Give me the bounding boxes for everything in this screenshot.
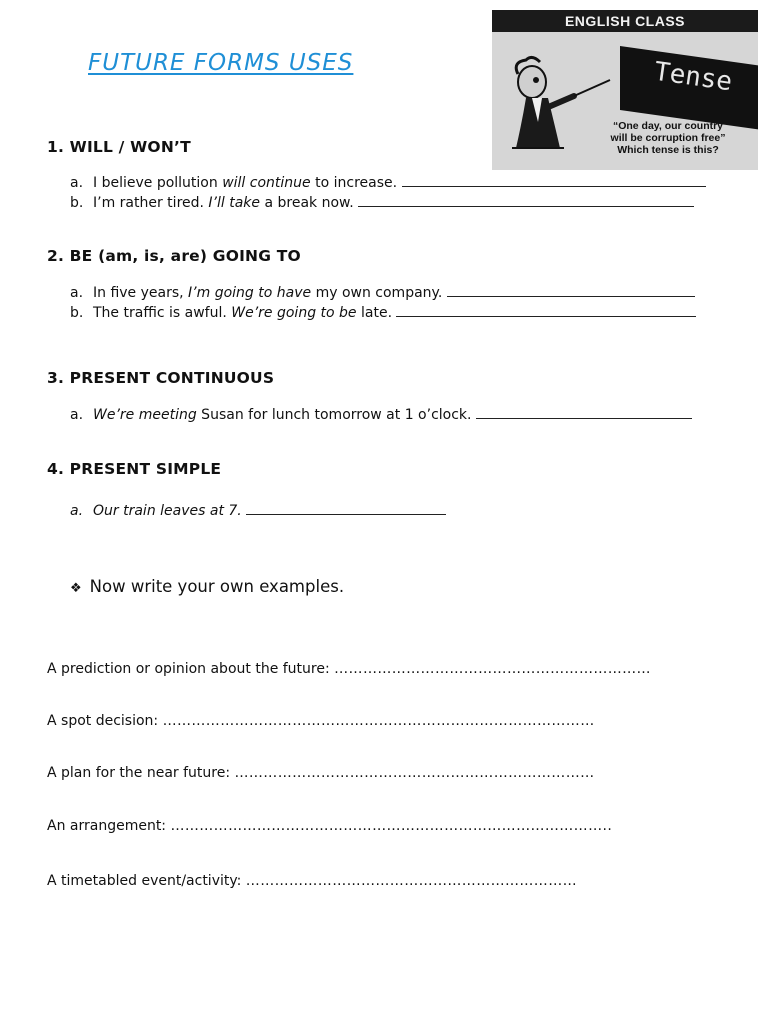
prompt-timetabled[interactable]: A timetabled event/activity: …………………………………………………………… (47, 873, 577, 889)
list-item: b. The traffic is awful. We’re going to be late. (70, 304, 696, 321)
page-title: FUTURE FORMS USES (88, 50, 354, 76)
section-heading-going-to: 2. BE (am, is, are) GOING TO (47, 247, 301, 265)
section-heading-present-simple: 4. PRESENT SIMPLE (47, 460, 222, 478)
list-item: a. I believe pollution will continue to increase. (70, 174, 706, 191)
answer-blank[interactable] (358, 194, 694, 207)
instruction: ❖ Now write your own examples. (70, 577, 345, 596)
list-item: b. I’m rather tired. I’ll take a break now. (70, 194, 694, 211)
english-class-clipart (492, 10, 758, 170)
answer-blank[interactable] (246, 502, 446, 515)
blackboard-text: Tense (652, 56, 734, 98)
list-item: a. We’re meeting Susan for lunch tomorrow at 1 o’clock. (70, 406, 692, 423)
clipart-banner-text: ENGLISH CLASS (564, 13, 686, 29)
answer-blank[interactable] (396, 304, 696, 317)
answer-blank[interactable] (447, 284, 695, 297)
list-item: a. Our train leaves at 7. (70, 502, 446, 519)
clipart-quote: “One day, our country will be corruption free” Which tense is this? (610, 120, 726, 156)
prompt-plan[interactable]: A plan for the near future: ………………………………………………………………… (47, 765, 595, 781)
list-item: a. In five years, I’m going to have my own company. (70, 284, 695, 301)
diamond-bullet-icon: ❖ (70, 581, 82, 596)
section-heading-present-continuous: 3. PRESENT CONTINUOUS (47, 369, 275, 387)
prompt-prediction[interactable]: A prediction or opinion about the future: ………………………………………………………… (47, 661, 651, 677)
prompt-spot-decision[interactable]: A spot decision: ……………………………………………………………………………… (47, 713, 595, 729)
answer-blank[interactable] (402, 174, 706, 187)
prompt-arrangement[interactable]: An arrangement: ……………………………………………………………………………….. (47, 818, 613, 834)
section-heading-will: 1. WILL / WON’T (47, 138, 191, 156)
answer-blank[interactable] (476, 406, 692, 419)
